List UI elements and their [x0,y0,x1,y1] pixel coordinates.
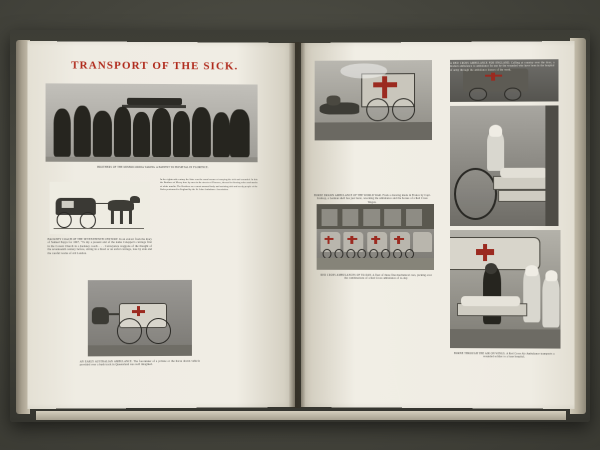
page-edge-bottom [36,411,566,420]
caption-hackney-coach: HACKNEY COACH OF THE SEVENTEENTH CENTURY. In an extract from the diary of Samuel Pepys for 1667, "To my a present and of the name Colepper's carriage first in the Covent Church in a hackney coach. . . . Conveyance waggons of the thought of the seventeenth century before, sitting in a hired or an awful carriage, lose by side and the careful works of old London. [47,238,153,255]
open-book [10,30,590,422]
photo-red-cross-ambulances-today [317,204,434,270]
caption-australian-ambulance: AN EARLY AUSTRALIAN AMBULANCE. The forerunner of a private or the horse drawn vehicle provided over a bush track in Queensland was well imagined. [79,359,200,367]
caption-fleet: RED CROSS AMBULANCES OF TO-DAY. A fleet of these fine mechanical cars, picking over the combinations of a Red Cross ambulance of to-day. [320,273,433,281]
photo-air-on-wings [450,230,561,349]
book-gutter [289,42,305,408]
photo-rc-england-art [450,105,558,226]
caption-rc-england: A RED CROSS AMBULANCE FOR ENGLAND. Calling at country over the door, a modern ambulance to ambulance for use by the wounded who have been in the hospital of army through the ambulance donors of the week. [449,61,555,72]
photo-world-war-ambulance-art [315,60,432,140]
photo-australian-ambulance [88,280,192,356]
photo-misericordia-art [46,83,258,162]
photo-red-cross-ambulance-england [450,105,558,226]
photo-hackney-coach-art [50,182,150,234]
caption-air-on-wings: BORNE THROUGH THE AIR ON WINGS. A Red Cross Air Ambulance transports a wounded soldier to a base hospital. [453,352,555,359]
right-page [301,41,575,409]
photo-australian-ambulance-art [88,280,192,356]
photo-hackney-coach [50,182,150,234]
photo-fleet-art [317,204,434,270]
left-column-text: In the eighteenth century the litter was the usual means of carrying the sick and wounded. In this the Brothers of Mercy bore by men in the streets of Florence, dressed in flowing robes and masks of white muslin. The Brothers are a most unusual body and assisting sick and needy people of the Order performed in England by the St. John Ambulance Association. [160,177,258,191]
caption-world-war-ambulance: HORSE DRAWN AMBULANCE OF THE WORLD WAR. From a drawing made in France by Capt. Lindsay, a German shell has just burst, wrecking the ambulance and the horses of a Red Cross Wagon. [313,194,431,204]
caption-misericordia: BROTHERS OF THE MISERICORDIA TAKING A PATIENT TO HOSPITAL IN FLORENCE. [97,165,209,170]
page-title: TRANSPORT OF THE SICK. [71,59,239,73]
photo-world-war-ambulance [315,60,432,140]
photo-air-art [450,230,561,349]
photo-misericordia [46,83,258,162]
left-page [27,41,295,409]
